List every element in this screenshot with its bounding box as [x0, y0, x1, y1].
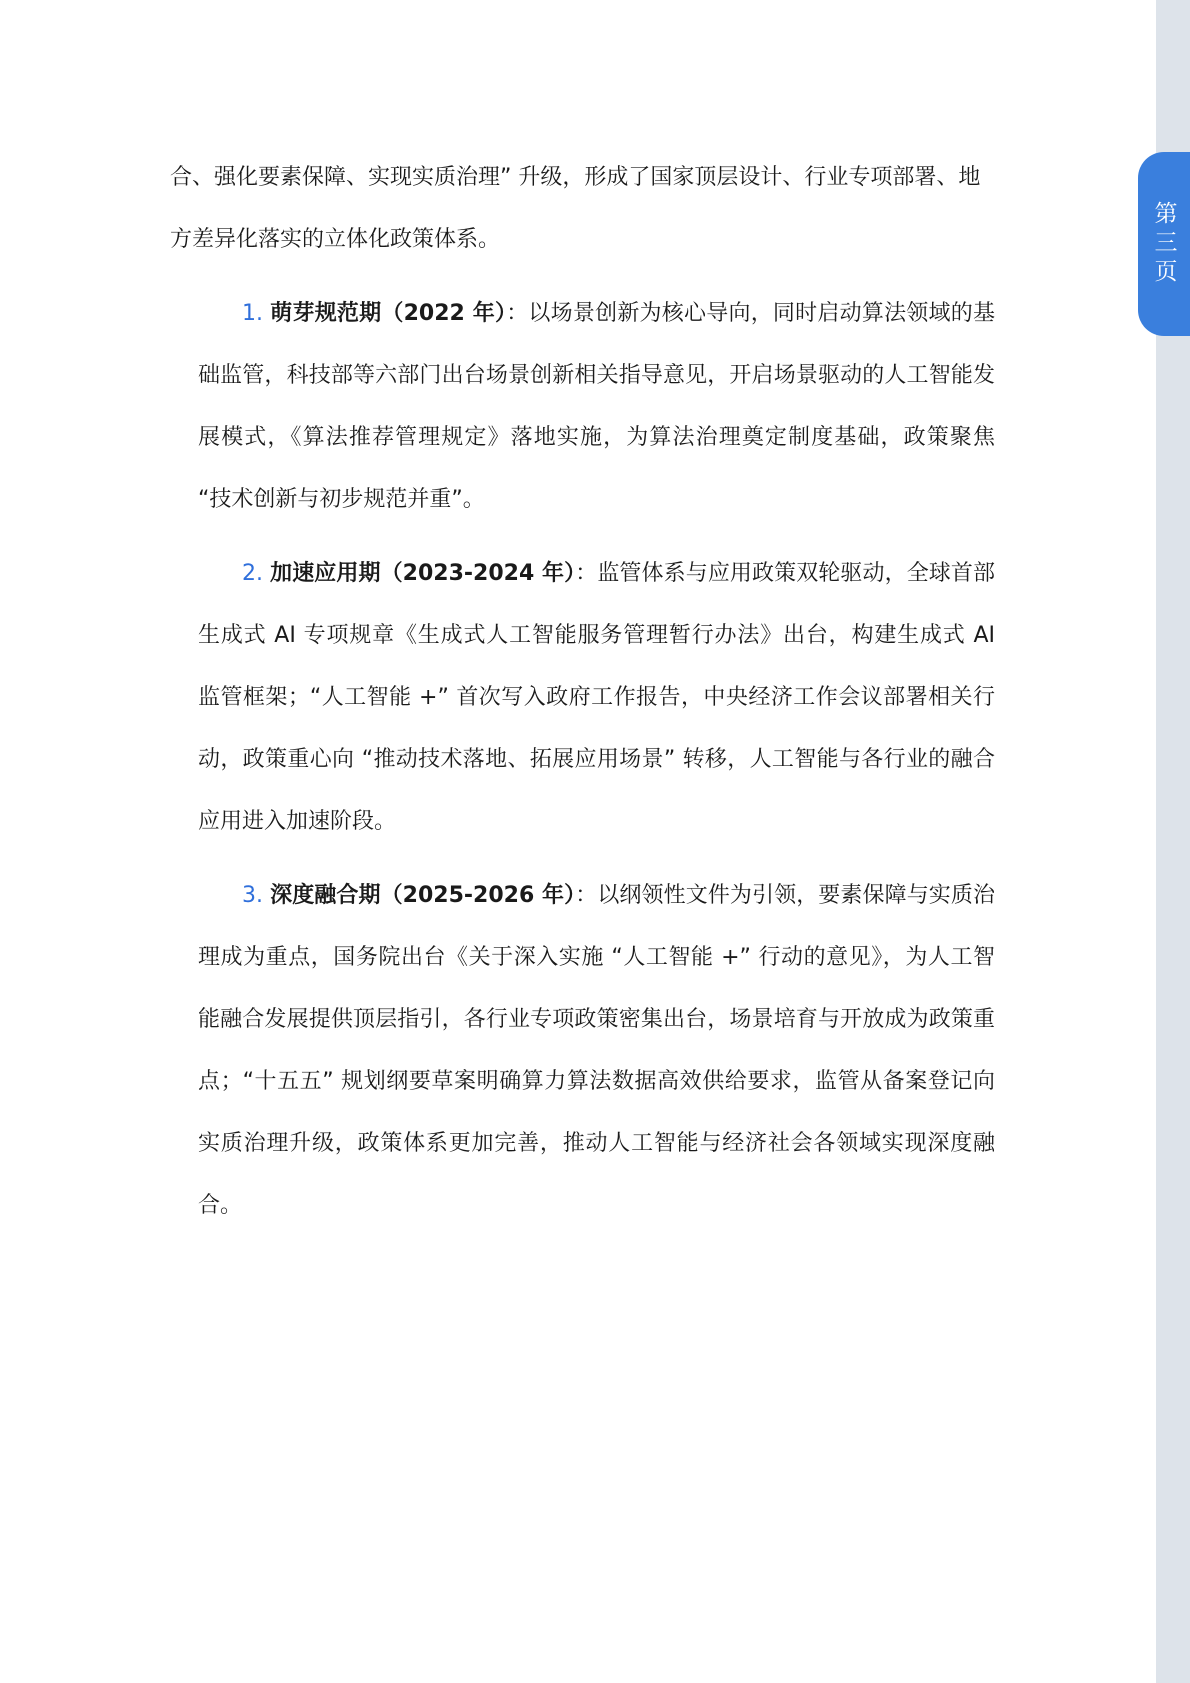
document-body [170, 147, 995, 1249]
page-indicator-tab[interactable] [1138, 152, 1190, 336]
list-item-1 [198, 283, 995, 531]
list-item-title: 萌芽规范期（2022 年） [270, 301, 507, 326]
intro-paragraph: 合、强化要素保障、实现实质治理” 升级，形成了国家顶层设计、行业专项部署、地方差异化落实的立体化政策体系。 [170, 165, 981, 252]
list-item-text: ：监管体系与应用政策双轮驱动，全球首部生成式 AI 专项规章《生成式人工智能服务管理暂行办法》出台，构建生成式 AI 监管框架；“人工智能 +” 首次写入政府工作报告，中央经济工作会议部署相关行动，政策重心向 “推动技术落地、拓展应用场景” 转移，人工智能与各行业的融合应用进入加速阶段。 [198, 561, 995, 834]
list-item-number: 1. [242, 301, 263, 326]
list-item-number: 2. [242, 561, 263, 586]
list-item-3 [198, 865, 995, 1237]
list-item-number: 3. [242, 883, 263, 908]
list-item-2 [198, 543, 995, 853]
list-item-title: 加速应用期（2023-2024 年） [270, 561, 576, 586]
page-indicator-label: 第三页 [1150, 200, 1177, 288]
list-item-text: ：以场景创新为核心导向，同时启动算法领域的基础监管，科技部等六部门出台场景创新相关指导意见，开启场景驱动的人工智能发展模式，《算法推荐管理规定》落地实施，为算法治理奠定制度基础，政策聚焦 “技术创新与初步规范并重”。 [198, 301, 995, 512]
list-item-title: 深度融合期（2025-2026 年） [270, 883, 576, 908]
list-item-text: ：以纲领性文件为引领，要素保障与实质治理成为重点，国务院出台《关于深入实施 “人工智能 +” 行动的意见》，为人工智能融合发展提供顶层指引，各行业专项政策密集出台，场景培育与开放成为政策重点；“十五五” 规划纲要草案明确算力算法数据高效供给要求，监管从备案登记向实质治理升级，政策体系更加完善，推动人工智能与经济社会各领域实现深度融合。 [198, 883, 995, 1218]
